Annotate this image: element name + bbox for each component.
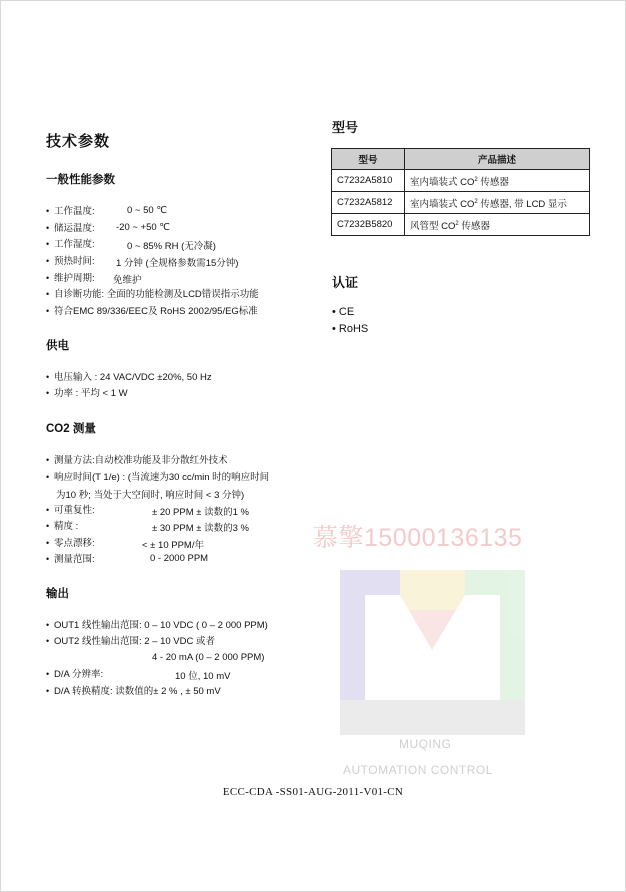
cert-item-ce: • CE — [332, 306, 355, 318]
general-item: • 维护周期: — [46, 273, 95, 284]
co2-item: • 测量方法:自动校准功能及非分散红外技术 — [46, 455, 228, 466]
output-heading: 输出 — [46, 588, 69, 600]
power-item: • 功率 : 平均 < 1 W — [46, 388, 128, 399]
general-item: • 工作湿度: — [46, 239, 95, 250]
power-item: • 电压输入 : 24 VAC/VDC ±20%, 50 Hz — [46, 372, 212, 383]
general-value: 1 分钟 (全规格参数需15分钟) — [116, 258, 239, 269]
description-cell: 室内墙装式 $CO^2$ 传感器, 带 LCD 显示 — [405, 192, 590, 214]
cert-heading: 认证 — [332, 275, 359, 290]
watermark-logo — [340, 570, 525, 735]
co2-response-continued: 为10 秒; 当处于大空间时, 响应时间 < 3 分钟) — [56, 490, 245, 501]
output-da-resolution-value: 10 位, 10 mV — [175, 671, 231, 682]
output-out2-continued: 4 - 20 mA (0 – 2 000 PPM) — [152, 652, 265, 663]
table-row — [332, 192, 590, 214]
watermark-text-automation: AUTOMATION CONTROL — [343, 763, 493, 777]
general-value: 0 ~ 85% RH (无冷凝) — [127, 241, 216, 252]
output-item-out1: • OUT1 线性输出范围: 0 – 10 VDC ( 0 – 2 000 PPM) — [46, 620, 268, 631]
table-row — [332, 214, 590, 236]
general-heading: 一般性能参数 — [46, 174, 115, 186]
model-cell: C7232A5810 — [332, 170, 405, 192]
power-heading: 供电 — [46, 340, 69, 352]
table-header-model: 型号 — [332, 149, 405, 170]
document-code: ECC-CDA -SS01-AUG-2011-V01-CN — [222, 786, 404, 798]
model-table — [331, 148, 590, 236]
co2-item: • 测量范围: — [46, 554, 95, 565]
co2-item: • 精度 : — [46, 521, 79, 532]
co2-value: ± 20 PPM ± 读数的1 % — [152, 507, 250, 518]
description-cell: 风管型 $CO^2$ 传感器 — [405, 214, 590, 236]
output-item-out2: • OUT2 线性输出范围: 2 – 10 VDC 或者 — [46, 636, 216, 647]
output-item-da-resolution: • D/A 分辨率: — [46, 669, 104, 680]
general-item: • 自诊断功能: 全面的功能检测及LCD错误指示功能 — [46, 289, 259, 300]
general-value: 0 ~ 50 ℃ — [127, 205, 167, 216]
table-row — [332, 170, 590, 192]
co2-heading: CO2 测量 — [46, 423, 96, 435]
co2-item: • 零点漂移: — [46, 538, 95, 549]
general-value: -20 ~ +50 ℃ — [116, 222, 170, 233]
output-item-da-accuracy: • D/A 转换精度: 读数值的± 2 % , ± 50 mV — [46, 686, 221, 697]
general-item: • 符合EMC 89/336/EEC及 RoHS 2002/95/EG标准 — [46, 306, 258, 317]
table-header-description: 产品描述 — [405, 149, 590, 170]
watermark-phone: 慕擎15000136135 — [313, 524, 523, 552]
cert-item-rohs: • RoHS — [332, 323, 369, 335]
general-item: • 工作温度: — [46, 206, 95, 217]
description-cell: 室内墙装式 $CO^2$ 传感器 — [405, 170, 590, 192]
co2-item: • 响应时间(T 1/e) : (当流速为30 cc/min 时的响应时间 — [46, 472, 270, 483]
general-item: • 储运温度: — [46, 223, 95, 234]
spec-title: 技术参数 — [46, 133, 111, 150]
model-heading: 型号 — [332, 120, 359, 135]
co2-item: • 可重复性: — [46, 505, 95, 516]
watermark-text-muqing: MUQING — [399, 737, 452, 751]
general-item: • 预热时间: — [46, 256, 95, 267]
co2-value: < ± 10 PPM/年 — [142, 540, 204, 551]
model-cell: C7232A5812 — [332, 192, 405, 214]
general-value: 免维护 — [113, 275, 142, 286]
co2-value: 0 - 2000 PPM — [150, 553, 209, 564]
model-cell: C7232B5820 — [332, 214, 405, 236]
co2-value: ± 30 PPM ± 读数的3 % — [152, 523, 250, 534]
